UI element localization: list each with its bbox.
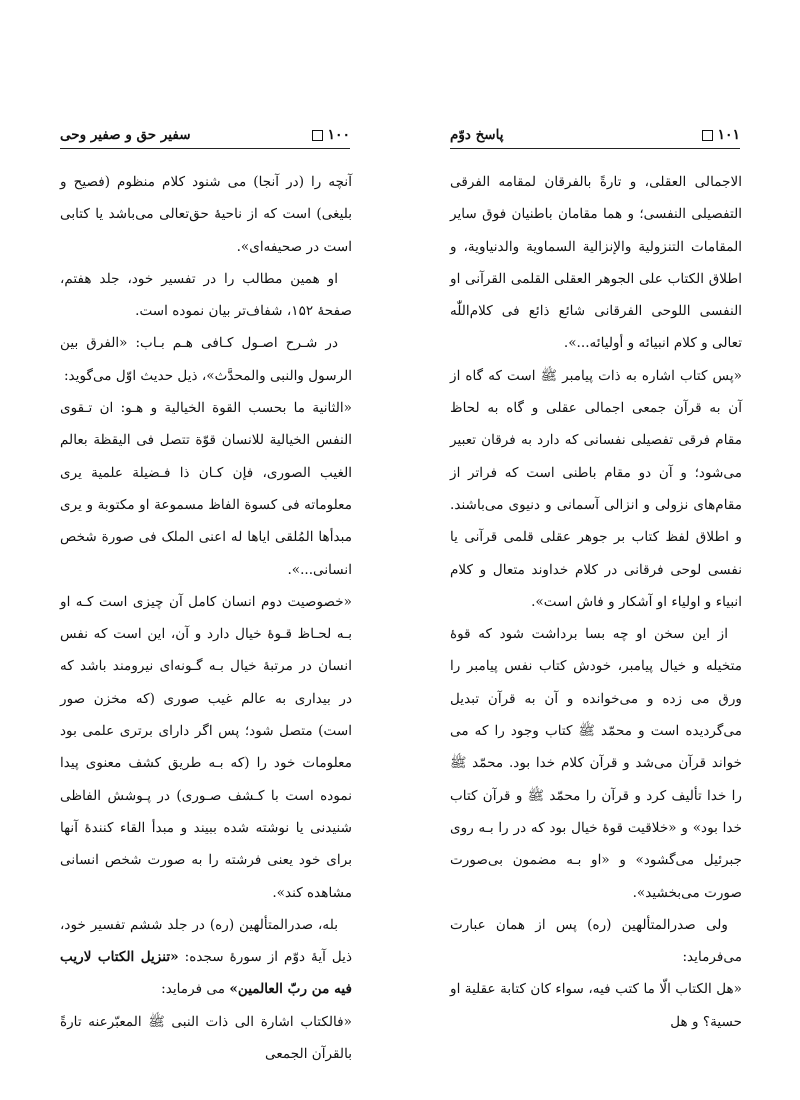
paragraph: «فالکتاب اشارة الی ذات النبی ﷺ المعبّرعنه تارةً بالقرآن الجمعی	[60, 1013, 352, 1063]
paragraph: «پس کتاب اشاره به ذات پیامبر ﷺ است که گاه از آن به قرآن جمعی اجمالی عقلی و گاه به لحاظ مقام فرقی تفصیلی نفسانی که دارد به فرقان تعبیر می‌شود؛ و آن دو مقام باطنی است که فراتر از مقام‌های نزولی و انزالی آسمانی و دنیوی می‌باشند. و اطلاق لفظ کتاب بر جوهر عقلی قلمی قرآنی یا نفسی لوحی فرقانی در کلام خداوند متعال و کلام انبیاء و اولیاء او آشکار و فاش است».	[450, 367, 742, 610]
paragraph: آنچه را (در آنجا) می شنود کلام منظوم (فصیح و بلیغی) است که از ناحیۀ حق‌تعالی می‌باشد یا کتابی است در صحیفه‌ای».	[60, 174, 352, 255]
page-number-text: ۱۰۱	[717, 127, 740, 143]
page-body	[450, 166, 742, 1038]
square-box-icon	[312, 130, 323, 141]
page-header	[450, 122, 740, 149]
paragraph: «خصوصیت دوم انسان کامل آن چیزی است کـه او بـه لحـاظ قـوۀ خیال دارد و آن، این است که نفس انسان در مرتبۀ خیال بـه گـونه‌ای نیرومند باشد که در بیداری به عالم غیب صوری (که مخزن صور است) متصل شود؛ پس اگر دارای برتری علمی بود معلومات خود را (که بـه طریق کشف معنوی پیدا نموده است با کـشف صـوری) در پـوشش الفاظی شنیدنی یا نوشته شده ببیند و مبدأ القاء کنندۀ آنها برای خود یعنی فرشته را به صورت شخص انسانی مشاهده کند».	[60, 593, 352, 901]
running-title: پاسخ دوّم	[450, 127, 504, 143]
paragraph: «هل الکتاب الّا ما کتب فیه، سواء کان کتابة عقلیة او حسیة؟ و هل	[450, 981, 742, 1030]
paragraph-text: می فرماید:	[161, 981, 230, 998]
page-number-text: ۱۰۰	[327, 127, 350, 143]
page-body	[60, 166, 352, 1070]
page-number	[312, 127, 350, 143]
quran-verse: «تنزیل الکتاب لاریب فیه من ربّ العالمین»	[60, 949, 352, 998]
paragraph: «الثانیة ما بحسب القوة الخیالیة و هـو: ان تـقوی النفس الخیالیة للانسان قوّة تتصل فی الیقظة بعالم الغیب الصوری، فإن کـان ذا فـضیلة علمیة یری معلوماته فی کسوة الفاظ مسموعة او مکتوبة و یری مبدأها المُلقی ایاها له اعنی الملک فی صورة شخص انسانی...».	[60, 400, 352, 578]
paragraph	[60, 909, 352, 1006]
paragraph-text: بله، صدرالمتألهین (ره) در جلد ششم تفسیر خود، ذیل آیۀ دوّم از سورۀ سجده:	[60, 916, 353, 966]
page-header	[60, 122, 350, 149]
paragraph: ولی صدرالمتألهین (ره) پس از همان عبارت می‌فرماید:	[450, 916, 742, 966]
square-box-icon	[702, 130, 713, 141]
paragraph: در شـرح اصـول کـافی هـم بـاب: «الفرق بین الرسول والنبی والمحدَّث»، ذیل حدیث اوّل می‌گوید:	[60, 335, 352, 384]
page-number	[702, 127, 740, 143]
paragraph: الاجمالی العقلی، و تارةً بالفرقان لمقامه الفرقی التفصیلی النفسی؛ و هما مقامان باطنیان فوق سایر المقامات التنزولیة والإنزالیة السماویة والدنیاویة، و اطلاق الکتاب علی الجوهر العقلی القلمی القرآنی او النفسی اللوحی الفرقانی شائع ذائع فی کلام‌اللّٰه تعالی و کلام انبیائه و أولیائه...».	[450, 174, 742, 352]
paragraph: از این سخن او چه بسا برداشت شود که قوۀ متخیله و خیال پیامبر، خودش کتاب نفس پیامبر را ورق می زده و می‌خوانده و آن به قرآن تبدیل می‌گردیده است و محمّد ﷺ کتاب وجود را که می خواند قرآن می‌شد و قرآن کلام خدا بود. محمّد ﷺ را خدا تألیف کرد و قرآن را محمّد ﷺ و قرآن کتاب خدا بود» و «خلاقیت قوۀ خیال بود که در را بـه روی جبرئیل می‌گشود» و «او بـه مضمون بی‌صورت صورت می‌بخشید».	[450, 626, 742, 901]
paragraph: او همین مطالب را در تفسیر خود، جلد هفتم، صفحۀ ۱۵۲، شفاف‌تر بیان نموده است.	[60, 270, 352, 320]
page-101	[400, 0, 800, 1100]
running-title: سفیر حق و صفیر وحی	[60, 127, 191, 143]
